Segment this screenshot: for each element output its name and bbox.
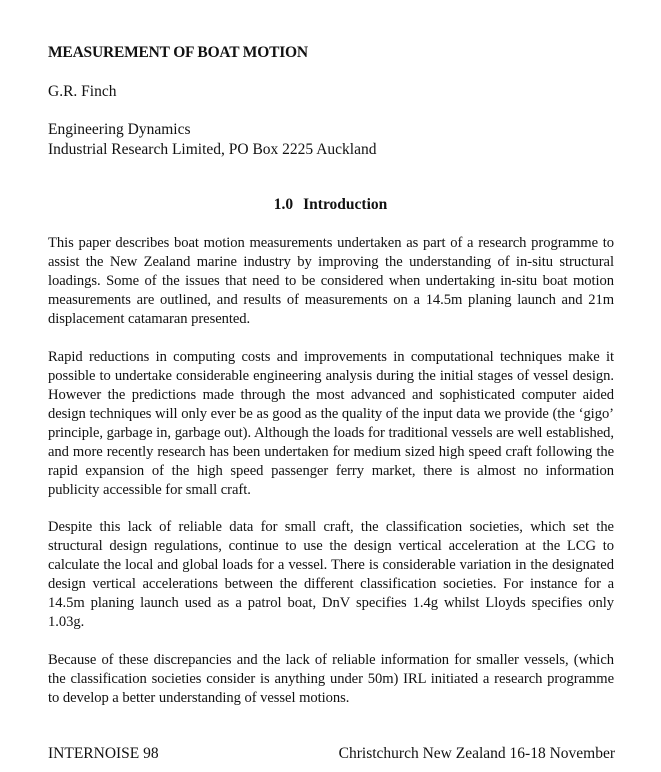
section-title: Introduction xyxy=(303,196,388,213)
author-affiliation xyxy=(48,120,376,160)
paragraph: Rapid reductions in computing costs and improvements in computational techniques make it possible to undertake considerable engineering analysis during the initial stages of vessel design. However the predictions made through the most advanced and sophisticated computer aided design techniques will only ever be as good as the quality of the input data we provide (the ‘gigo’ principle, garbage in, garbage out). Although the loads for traditional vessels are well established, and more recently research has been undertaken for medium sized high speed craft following the rapid expansion of the high speed passenger ferry market, there is almost no information publicity accessible for small craft. xyxy=(48,348,614,498)
affiliation-address: Industrial Research Limited, PO Box 2225 Auckland xyxy=(48,141,377,158)
footer-location-date: Christchurch New Zealand 16-18 November xyxy=(338,745,615,762)
footer-conference: INTERNOISE 98 xyxy=(48,745,159,762)
paragraph: This paper describes boat motion measurements undertaken as part of a research programme to assist the New Zealand marine industry by improving the understanding of in-situ structural loadings. Some of the issues that need to be considered when undertaking in-situ boat motion measurements are outlined, and results of measurements on a 14.5m planing launch and 21m displacement catamaran presented. xyxy=(48,235,614,327)
affiliation-department: Engineering Dynamics xyxy=(48,121,191,138)
section-heading xyxy=(0,196,661,214)
body-text xyxy=(48,234,614,726)
section-number: 1.0 xyxy=(273,196,294,213)
author-name: G.R. Finch xyxy=(48,83,117,100)
paragraph: Despite this lack of reliable data for small craft, the classification societies, which set the structural design regulations, continue to use the design vertical acceleration at the LCG to calculate the local and global loads for a vessel. There is considerable variation in the designated design vertical accelerations between the different classification societies. For instance for a 14.5m planing launch used as a patrol boat, DnV specifies 1.4g whilst Lloyds specifies only 1.03g. xyxy=(48,519,614,630)
paper-title: MEASUREMENT OF BOAT MOTION xyxy=(48,44,308,61)
paragraph: Because of these discrepancies and the lack of reliable information for smaller vessels, (which the classification societies consider is anything under 50m) IRL initiated a research programme to develop a better understanding of vessel motions. xyxy=(48,651,614,706)
